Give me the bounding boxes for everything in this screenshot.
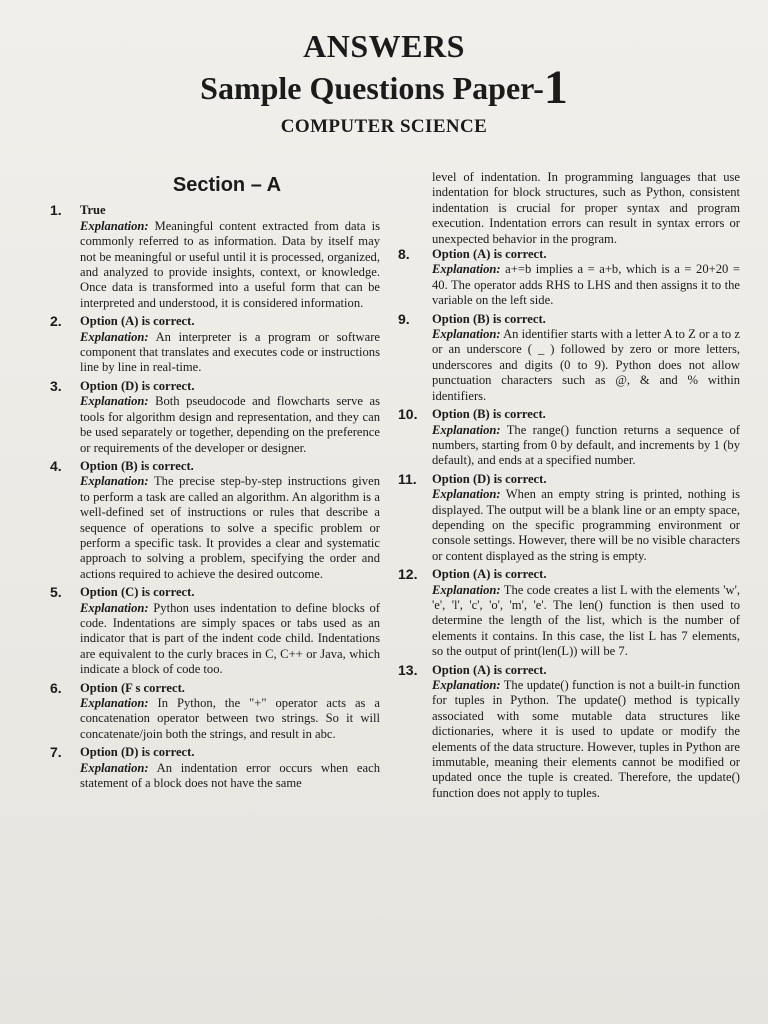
answer-item (46, 314, 380, 376)
explanation-label: Explanation: (80, 760, 149, 775)
question-number: 4. (50, 457, 62, 474)
answer-item (46, 203, 380, 311)
explanation-label: Explanation: (432, 582, 501, 597)
explanation (80, 601, 380, 678)
explanation (432, 487, 740, 564)
answer-item (398, 247, 740, 309)
section-title: Section – A (172, 174, 282, 196)
question-number: 2. (50, 313, 62, 330)
explanation-label: Explanation: (80, 329, 149, 344)
answer-text: True (80, 203, 106, 218)
answer-item (398, 663, 740, 802)
explanation-label: Explanation: (80, 394, 149, 409)
left-column (46, 174, 380, 794)
question-number: 11. (398, 470, 417, 487)
answer-item (46, 745, 380, 791)
explanation-text: An interpreter is a program or software component that translates and executes code or instructions line by line in real-time. (80, 329, 380, 375)
question-number: 12. (398, 566, 418, 583)
explanation-text: Python uses indentation to define blocks of code. Indentations are simply spaces or tabs used as an indicator that is part of the indent code child. Indentations are equivalent to the curly braces in C, C++ or Java, which indicate a block of code too. (80, 600, 380, 677)
answer-item (398, 312, 740, 404)
answer-text: Option (B) is correct. (80, 458, 194, 473)
paper-number: 1 (543, 61, 568, 114)
explanation-label: Explanation: (432, 487, 501, 502)
explanation (80, 696, 380, 742)
explanation-text: In Python, the "+" operator acts as a concatenation operator between two strings. So it will concatenate/join both the strings, and result in abc. (80, 696, 380, 741)
explanation-label: Explanation: (432, 262, 501, 277)
question-number: 1. (50, 202, 62, 219)
question-number: 7. (50, 744, 62, 761)
question-number: 10. (398, 406, 418, 423)
question-number: 5. (50, 584, 62, 601)
explanation (432, 583, 740, 660)
explanation-label: Explanation: (80, 600, 149, 615)
answer-item (46, 585, 380, 677)
explanation (432, 327, 740, 404)
answer-text: Option (D) is correct. (80, 745, 195, 760)
answer-text: Option (D) is correct. (432, 471, 547, 486)
right-column (398, 170, 740, 804)
page-title: ANSWERS (303, 28, 465, 64)
explanation-text: The code creates a list L with the elements 'w', 'e', 'l', 'c', 'o', 'm', 'e'. The len() function is then used to determine the length of the list, which is the number of elements it contains. In this case, the list L has 7 elements, so the output of print(len(L)) will be 7. (432, 582, 740, 659)
subtitle-text: Sample Questions Paper- (200, 70, 544, 106)
answer-text: Option (A) is correct. (432, 662, 547, 677)
explanation-text: The update() function is not a built-in function for tuples in Python. The update() method is typically associated with some mutable data structures like dictionaries, where it is used to update or modify the elements of the data structure. However, tuples in Python are immutable, meaning their elements cannot be modified or updated once the tuple is created. Therefore, the update() function does not apply to tuples. (432, 678, 740, 800)
explanation (80, 394, 380, 456)
answer-item (46, 459, 380, 582)
explanation (432, 262, 740, 308)
question-number: 13. (398, 661, 418, 678)
explanation-text: The precise step-by-step instructions given to perform a task are called an algorithm. An algorithm is a well-defined set of instructions or rules that describe a sequence of operations to solve a specific problem or perform a specific task. It provides a clear and systematic approach to solving a problem, specifying the order and actions required to achieve the desired outcome. (80, 474, 380, 581)
subject-title: COMPUTER SCIENCE (280, 116, 488, 137)
explanation-label: Explanation: (432, 678, 501, 692)
question-number: 8. (398, 246, 410, 263)
answer-item (398, 407, 740, 469)
answer-item (46, 379, 380, 456)
question-number: 6. (50, 679, 62, 696)
answer-text: Option (D) is correct. (80, 378, 195, 393)
explanation (80, 474, 380, 582)
explanation-label: Explanation: (80, 696, 149, 710)
explanation (432, 423, 740, 469)
explanation (432, 678, 740, 801)
explanation-text: The range() function returns a sequence of numbers, starting from 0 by default, and increments by 1 (by default), and ends at a specified number. (432, 422, 740, 468)
answer-text: Option (B) is correct. (432, 311, 546, 326)
page-subtitle (0, 61, 768, 114)
explanation-text: When an empty string is printed, nothing is displayed. The output will be a blank line or an empty space, depending on the specific programming environment or console settings. However, there will be no visible characters or content displayed as the string is empty. (432, 487, 740, 563)
answer-text: Option (B) is correct. (432, 407, 546, 422)
continued-explanation: level of indentation. In programming languages that use indentation for block structures, such as Python, consistent indentation is crucial for proper syntax and program execution. Indentation errors can result in syntax errors or unexpected behavior in the program. (432, 170, 740, 246)
answer-item (46, 681, 380, 743)
answer-item (398, 472, 740, 564)
answer-text: Option (C) is correct. (80, 585, 195, 600)
explanation-label: Explanation: (432, 422, 501, 437)
left-answer-list (46, 203, 380, 791)
explanation-label: Explanation: (80, 474, 149, 489)
explanation-text: An identifier starts with a letter A to Z or a to z or an underscore ( _ ) followed by zero or more letters, underscores and digits (0 to 9). Python does not allow punctuation characters such as @, & and % within identifiers. (432, 327, 740, 403)
explanation-text: a+=b implies a = a+b, which is a = 20+20 = 40. The operator adds RHS to LHS and then assigns it to the variable on the left side. (432, 262, 740, 308)
answer-item (398, 567, 740, 659)
explanation (80, 761, 380, 792)
explanation (80, 330, 380, 376)
explanation-label: Explanation: (80, 218, 149, 233)
answer-text: Option (F s correct. (80, 680, 185, 695)
question-number: 9. (398, 310, 410, 327)
answer-text: Option (A) is correct. (80, 314, 195, 329)
explanation-label: Explanation: (432, 327, 501, 342)
explanation-text: Meaningful content extracted from data is commonly referred to as information. Data by itself may not be meaningful or useful until it is processed, organized, and analyzed to provide insights, context, or knowledge. Once data is transformed into a useful form that can be interpreted and understood, it is considered information. (80, 218, 380, 310)
question-number: 3. (50, 377, 62, 394)
explanation-text: An indentation error occurs when each statement of a block does not have the same (80, 760, 380, 791)
explanation-text: Both pseudocode and flowcharts serve as tools for algorithm design and representation, and they can be used separately or together, depending on the preference or requirements of the developer or designer. (80, 394, 380, 455)
explanation (80, 219, 380, 311)
page-header (0, 28, 768, 138)
right-answer-list (398, 247, 740, 801)
answer-text: Option (A) is correct. (432, 567, 547, 582)
answer-text: Option (A) is correct. (432, 247, 547, 262)
